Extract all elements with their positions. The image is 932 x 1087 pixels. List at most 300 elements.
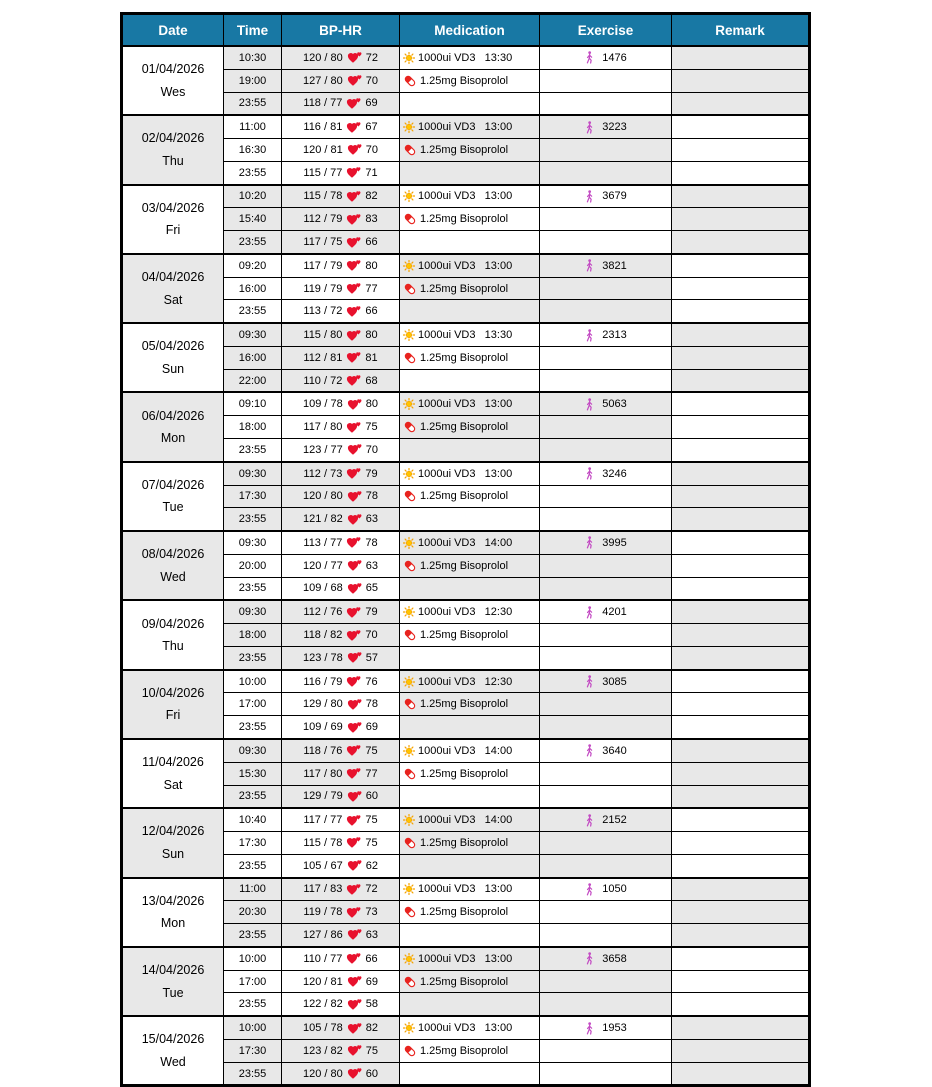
heart-icon [347,790,362,803]
bp-hr-cell [282,785,400,808]
heart-icon [346,814,361,827]
hr-value: 75 [365,1044,378,1057]
hr-value: 81 [365,351,378,364]
date-cell [122,1016,224,1086]
exercise-steps-value: 3223 [602,121,627,134]
bp-hr-cell [282,947,400,970]
exercise-steps-value: 3246 [602,467,627,480]
sun-icon [403,260,415,272]
sun-icon [403,121,415,133]
time-cell: 11:00 [224,878,282,901]
remark-cell [672,832,810,855]
heart-icon [347,74,362,87]
column-header-date: Date [122,14,224,47]
medication-cell [400,208,540,231]
bp-hr-cell [282,254,400,277]
time-cell: 10:20 [224,185,282,208]
hr-value: 63 [365,559,378,572]
date-cell [122,46,224,115]
log-row [122,878,810,901]
remark-cell [672,1062,810,1086]
hr-value: 65 [365,582,378,595]
pill-icon [403,143,417,157]
bp-value: 117 / 80 [303,421,343,434]
date-value: 06/04/2026 [141,408,205,423]
walking-person-icon [584,259,595,272]
medication-cell [400,670,540,693]
log-row [122,300,810,323]
sun-icon [403,329,415,341]
heart-icon [347,721,362,734]
bp-hr-cell [282,346,400,369]
medication-text: 1.25mg Bisoprolol [420,1044,509,1057]
log-row [122,854,810,877]
bp-value: 115 / 80 [303,329,343,342]
date-value: 13/04/2026 [141,893,205,908]
sun-icon [403,537,415,549]
log-row [122,947,810,970]
pill-icon [403,1044,417,1058]
bp-hr-cell [282,693,400,716]
hr-value: 60 [365,1067,378,1080]
hr-value: 72 [365,51,378,64]
medication-text: 1.25mg Bisoprolol [420,490,509,503]
medication-cell [400,254,540,277]
bp-hr-cell [282,878,400,901]
time-cell: 09:30 [224,462,282,485]
time-cell: 16:30 [224,139,282,162]
heart-icon [347,651,362,664]
log-row [122,231,810,254]
exercise-cell [540,624,672,647]
heart-icon [346,97,361,110]
medication-cell [400,854,540,877]
exercise-cell [540,1039,672,1062]
log-row [122,924,810,947]
exercise-cell [540,716,672,739]
bp-hr-cell [282,854,400,877]
bp-value: 112 / 81 [303,351,343,364]
log-row [122,1016,810,1039]
log-row [122,785,810,808]
walking-person-icon [584,121,595,134]
medication-text: 1000ui VD3 14:00 [418,536,513,549]
time-cell: 19:00 [224,69,282,92]
log-row [122,115,810,138]
heart-icon [346,629,361,642]
pill-icon [403,420,417,434]
remark-cell [672,762,810,785]
medication-cell [400,439,540,462]
hr-value: 83 [365,213,378,226]
bp-value: 121 / 82 [302,513,343,526]
medication-cell [400,369,540,392]
hr-value: 62 [365,859,378,872]
log-row [122,139,810,162]
medication-text: 1.25mg Bisoprolol [420,836,509,849]
exercise-cell [540,439,672,462]
medication-text: 1000ui VD3 13:00 [418,952,513,965]
date-value: 12/04/2026 [141,824,205,839]
exercise-cell [540,508,672,531]
medication-text: 1000ui VD3 12:30 [418,606,513,619]
weekday-value: Sat [163,777,183,792]
exercise-cell [540,92,672,115]
column-header-time: Time [224,14,282,47]
heart-icon [346,236,361,249]
medication-cell [400,970,540,993]
remark-cell [672,231,810,254]
bp-hr-cell [282,161,400,184]
pill-icon [403,489,417,503]
remark-cell [672,716,810,739]
time-cell: 09:10 [224,392,282,415]
pill-icon [403,351,417,365]
heart-icon [346,329,361,342]
exercise-steps-value: 1953 [602,1022,627,1035]
medication-cell [400,300,540,323]
weekday-value: Wes [160,84,186,99]
bp-value: 120 / 80 [302,1067,343,1080]
remark-cell [672,947,810,970]
bp-hr-cell [282,970,400,993]
medication-text: 1.25mg Bisoprolol [420,143,509,156]
exercise-cell [540,600,672,623]
log-row [122,69,810,92]
medication-text: 1.25mg Bisoprolol [420,767,509,780]
medication-text: 1000ui VD3 13:30 [418,329,513,342]
log-row [122,346,810,369]
bp-value: 112 / 73 [303,467,343,480]
heart-icon [346,952,361,965]
bp-value: 115 / 77 [303,166,343,179]
time-cell: 23:55 [224,785,282,808]
log-row [122,762,810,785]
hr-value: 70 [365,143,378,156]
exercise-steps-value: 3679 [602,190,627,203]
medication-cell [400,485,540,508]
log-row [122,254,810,277]
bp-hr-cell [282,300,400,323]
heart-icon [347,559,362,572]
medication-text: 1000ui VD3 13:00 [418,121,513,134]
bp-value: 120 / 77 [302,559,343,572]
time-cell: 10:40 [224,808,282,831]
time-cell: 23:55 [224,300,282,323]
log-row [122,508,810,531]
bp-hr-cell [282,439,400,462]
heart-icon [347,1044,362,1057]
hr-value: 63 [365,928,378,941]
heart-icon [347,1022,362,1035]
medication-cell [400,46,540,69]
remark-cell [672,508,810,531]
log-row [122,208,810,231]
exercise-steps-value: 3085 [602,675,627,688]
bp-hr-cell [282,92,400,115]
bp-hr-cell [282,1062,400,1086]
heart-icon [346,606,361,619]
time-cell: 22:00 [224,369,282,392]
medication-cell [400,947,540,970]
hr-value: 70 [365,74,378,87]
exercise-steps-value: 3640 [602,744,627,757]
walking-person-icon [584,814,595,827]
hr-value: 78 [365,536,378,549]
exercise-cell [540,970,672,993]
bp-hr-cell [282,716,400,739]
medication-text: 1000ui VD3 13:30 [418,51,513,64]
medication-cell [400,1062,540,1086]
medication-cell [400,69,540,92]
hr-value: 67 [365,121,378,134]
medication-cell [400,716,540,739]
heart-icon [346,536,361,549]
medication-cell [400,878,540,901]
remark-cell [672,323,810,346]
exercise-cell [540,808,672,831]
walking-person-icon [584,329,595,342]
remark-cell [672,854,810,877]
bp-hr-cell [282,739,400,762]
exercise-steps-value: 2152 [602,814,627,827]
bp-hr-cell [282,139,400,162]
remark-cell [672,1039,810,1062]
bp-value: 112 / 76 [303,606,343,619]
health-log-table [120,12,811,1087]
pill-icon [403,628,417,642]
bp-hr-cell [282,277,400,300]
weekday-value: Tue [162,985,184,1000]
log-row [122,993,810,1016]
bp-hr-cell [282,531,400,554]
exercise-steps-value: 1476 [602,51,627,64]
bp-hr-cell [282,624,400,647]
remark-cell [672,462,810,485]
time-cell: 18:00 [224,416,282,439]
hr-value: 79 [365,467,378,480]
exercise-cell [540,300,672,323]
remark-cell [672,92,810,115]
bp-value: 120 / 80 [302,490,343,503]
bp-value: 113 / 72 [303,305,343,318]
weekday-value: Thu [162,639,184,654]
heart-icon [346,836,361,849]
date-value: 08/04/2026 [141,547,205,562]
walking-person-icon [584,606,595,619]
date-value: 15/04/2026 [141,1032,205,1047]
medication-cell [400,739,540,762]
bp-hr-cell [282,762,400,785]
date-cell [122,670,224,739]
heart-icon [347,859,362,872]
log-row [122,739,810,762]
time-cell: 23:55 [224,854,282,877]
bp-value: 123 / 78 [302,651,343,664]
medication-cell [400,508,540,531]
log-row [122,416,810,439]
bp-value: 109 / 78 [302,398,343,411]
sun-icon [403,468,415,480]
hr-value: 71 [365,166,378,179]
date-value: 01/04/2026 [141,62,205,77]
heart-icon [346,166,361,179]
time-cell: 17:30 [224,1039,282,1062]
heart-icon [347,928,362,941]
exercise-cell [540,369,672,392]
remark-cell [672,115,810,138]
log-row [122,716,810,739]
remark-cell [672,554,810,577]
exercise-cell [540,693,672,716]
remark-cell [672,970,810,993]
hr-value: 70 [365,443,378,456]
bp-hr-cell [282,416,400,439]
hr-value: 75 [365,836,378,849]
bp-hr-cell [282,924,400,947]
time-cell: 23:55 [224,231,282,254]
remark-cell [672,646,810,669]
medication-cell [400,993,540,1016]
heart-icon [347,998,362,1011]
medication-cell [400,277,540,300]
bp-value: 129 / 80 [302,698,343,711]
hr-value: 68 [365,374,378,387]
bp-value: 117 / 83 [303,883,343,896]
medication-cell [400,554,540,577]
sun-icon [403,814,415,826]
bp-hr-cell [282,369,400,392]
walking-person-icon [584,675,595,688]
medication-text: 1000ui VD3 12:30 [418,675,513,688]
pill-icon [403,74,417,88]
bp-hr-cell [282,69,400,92]
log-row [122,46,810,69]
bp-value: 109 / 69 [302,721,343,734]
medication-text: 1000ui VD3 13:00 [418,259,513,272]
exercise-cell [540,231,672,254]
medication-cell [400,808,540,831]
remark-cell [672,439,810,462]
heart-icon [346,906,361,919]
remark-cell [672,46,810,69]
hr-value: 82 [365,190,378,203]
log-row [122,392,810,415]
remark-cell [672,924,810,947]
date-cell [122,531,224,600]
date-cell [122,323,224,392]
medication-cell [400,646,540,669]
remark-cell [672,624,810,647]
sun-icon [403,190,415,202]
weekday-value: Fri [165,223,181,238]
bp-hr-cell [282,115,400,138]
hr-value: 69 [365,975,378,988]
remark-cell [672,485,810,508]
exercise-cell [540,208,672,231]
time-cell: 18:00 [224,624,282,647]
remark-cell [672,161,810,184]
bp-value: 129 / 79 [302,790,343,803]
remark-cell [672,392,810,415]
medication-cell [400,577,540,600]
bp-value: 115 / 78 [303,836,343,849]
log-row [122,485,810,508]
heart-icon [346,259,361,272]
table-header-row [122,14,810,47]
weekday-value: Mon [160,431,186,446]
time-cell: 23:55 [224,716,282,739]
log-row [122,670,810,693]
walking-person-icon [584,398,595,411]
walking-person-icon [584,744,595,757]
medication-text: 1000ui VD3 13:00 [418,190,513,203]
pill-icon [403,975,417,989]
heart-icon [347,1067,362,1080]
exercise-cell [540,346,672,369]
log-row [122,554,810,577]
log-row [122,369,810,392]
heart-icon [347,143,362,156]
medication-cell [400,185,540,208]
medication-cell [400,785,540,808]
time-cell: 23:55 [224,508,282,531]
bp-value: 117 / 79 [303,259,343,272]
exercise-cell [540,646,672,669]
remark-cell [672,346,810,369]
hr-value: 76 [365,675,378,688]
date-value: 14/04/2026 [141,963,205,977]
hr-value: 60 [365,790,378,803]
bp-value: 119 / 78 [303,906,343,919]
log-row [122,1062,810,1086]
header-row [122,14,810,47]
time-cell: 11:00 [224,115,282,138]
bp-hr-cell [282,1016,400,1039]
bp-hr-cell [282,993,400,1016]
bp-hr-cell [282,646,400,669]
time-cell: 09:30 [224,739,282,762]
hr-value: 80 [365,398,378,411]
time-cell: 10:00 [224,1016,282,1039]
time-cell: 10:00 [224,670,282,693]
hr-value: 79 [365,606,378,619]
bp-value: 105 / 67 [302,859,343,872]
remark-cell [672,901,810,924]
bp-hr-cell [282,46,400,69]
time-cell: 17:30 [224,832,282,855]
exercise-cell [540,185,672,208]
bp-value: 117 / 75 [303,236,343,248]
time-cell: 16:00 [224,277,282,300]
time-cell: 09:30 [224,531,282,554]
exercise-cell [540,878,672,901]
exercise-cell [540,924,672,947]
date-cell [122,115,224,184]
health-log-table-wrap [120,12,811,1087]
weekday-value: Sun [161,846,185,861]
remark-cell [672,300,810,323]
hr-value: 75 [365,814,378,827]
medication-cell [400,762,540,785]
medication-cell [400,115,540,138]
remark-cell [672,1016,810,1039]
bp-value: 118 / 77 [303,97,343,110]
pill-icon [403,559,417,573]
medication-cell [400,462,540,485]
medication-text: 1.25mg Bisoprolol [420,906,509,919]
bp-value: 117 / 80 [303,767,343,780]
